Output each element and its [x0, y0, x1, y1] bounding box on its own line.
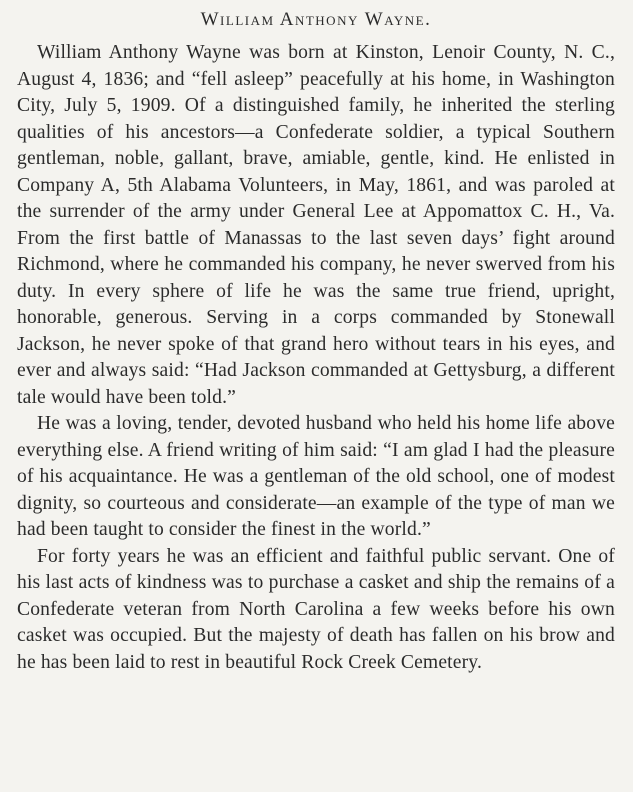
paragraph-family: He was a loving, tender, devoted husband who held his home life above everything else. A friend writing of him said: “I am glad I had the pleasure of his acquaintance. He was a gentleman of the old school, one of modest dignity, so courteous and considerate—an example of the type of man we had been taught to consider the finest in the world.” [17, 413, 615, 540]
page-title: William Anthony Wayne. [200, 9, 432, 30]
paragraph-public-service: For forty years he was an efficient and faithful public servant. One of his last acts of kindness was to purchase a casket and ship the remains of a Confederate veteran from North Carolina a few weeks before his own casket was occupied. But the majesty of death has fallen on his brow and he has been laid to rest in beautiful Rock Creek Cemetery. [17, 545, 615, 673]
paragraph-biography: William Anthony Wayne was born at Kinston, Lenoir County, N. C., August 4, 1836; and “fell asleep” peacefully at his home, in Washington City, July 5, 1909. Of a distinguished family, he inherited the sterling qualities of his ancestors—a Confederate soldier, a typical Southern gentleman, noble, gallant, brave, amiable, gentle, kind. He enlisted in Company A, 5th Alabama Volunteers, in May, 1861, and was paroled at the surrender of the army under General Lee at Appomattox C. H., Va. From the first battle of Manassas to the last seven days’ fight around Richmond, where he commanded his company, he never swerved from his duty. In every sphere of life he was the same true friend, upright, honorable, generous. Serving in a corps commanded by Stonewall Jackson, he never spoke of that grand hero without tears in his eyes, and ever and always said: “Had Jackson commanded at Gettysburg, a different tale would have been told.” [17, 42, 615, 408]
